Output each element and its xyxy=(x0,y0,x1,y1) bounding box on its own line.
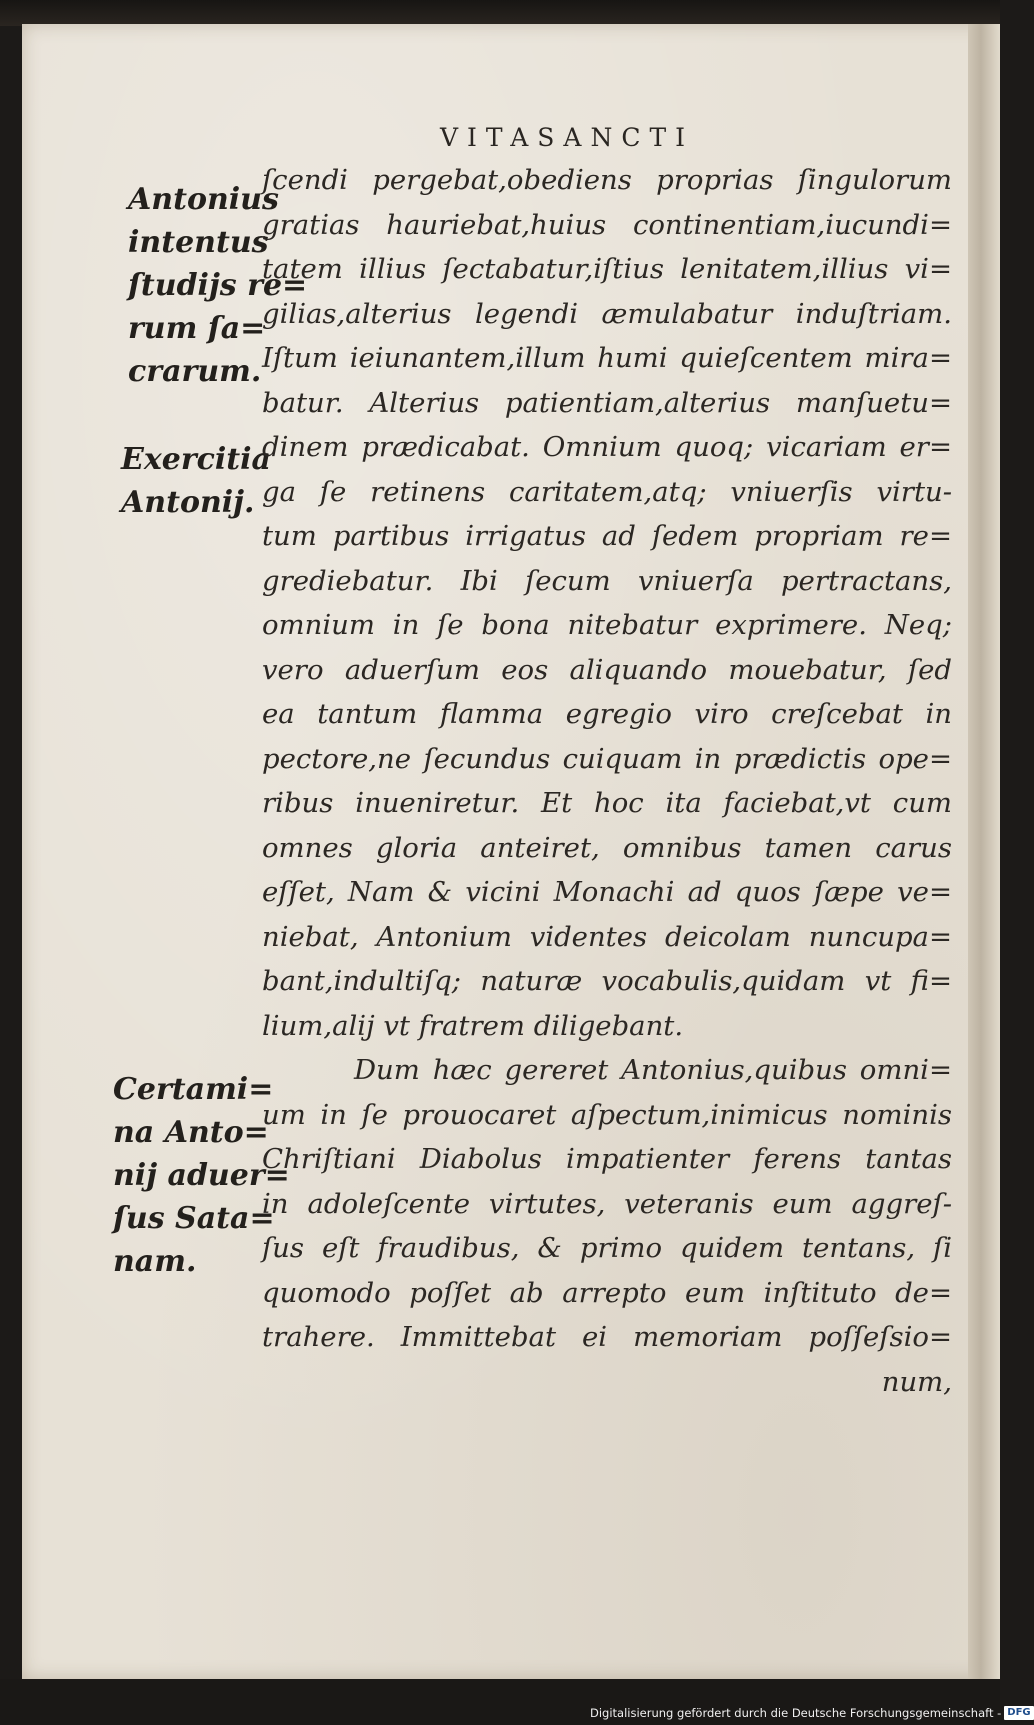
margin-note-line: intentus xyxy=(128,225,269,260)
dfg-logo: DFG xyxy=(1004,1706,1033,1720)
scan-top-edge xyxy=(0,0,1000,26)
text-line: ſus eſt fraudibus, & primo quidem tentans, ſi xyxy=(262,1232,952,1264)
margin-note-line: rum ſa= xyxy=(128,311,266,346)
main-text-block xyxy=(262,158,952,1404)
margin-note-line: nij aduer= xyxy=(113,1158,290,1193)
margin-note-line: Antonius xyxy=(128,182,279,217)
text-line: pectore,ne ſecundus cuiquam in prædictis ope= xyxy=(262,742,952,775)
margin-note-line: Exercitia xyxy=(121,442,271,477)
text-line: in adoleſcente virtutes, veteranis eum aggreſ- xyxy=(262,1187,952,1220)
text-line: trahere. Immittebat ei memoriam poſſeſsio= xyxy=(262,1321,952,1353)
footer-credit-text: Digitalisierung gefördert durch die Deutsche Forschungsgemeinschaft - xyxy=(590,1706,1002,1720)
text-line: ga ſe retinens caritatem,atq; vniuerſis virtu- xyxy=(262,475,952,508)
margin-note-line: Certami= xyxy=(113,1072,274,1107)
margin-note-line: ſtudijs re= xyxy=(128,268,308,303)
text-line: grediebatur. Ibi ſecum vniuerſa pertractans, xyxy=(262,564,952,597)
text-line: vero aduerſum eos aliquando mouebatur, ſed xyxy=(262,653,952,686)
page-fore-edge xyxy=(968,24,1000,1679)
running-head: VITASANCTI xyxy=(440,123,695,152)
text-line: ſcendi pergebat,obediens proprias ſingulorum xyxy=(262,164,952,196)
catchword: num, xyxy=(881,1365,952,1398)
text-line: eſſet, Nam & vicini Monachi ad quos ſæpe ve= xyxy=(262,876,952,908)
text-line: quomodo poſſet ab arrepto eum inſtituto de= xyxy=(262,1276,952,1309)
margin-note-line: nam. xyxy=(113,1244,197,1279)
margin-note-line: ſus Sata= xyxy=(113,1201,275,1236)
text-line: um in ſe prouocaret aſpectum,inimicus nominis xyxy=(262,1098,952,1131)
text-line: gratias hauriebat,huius continentiam,iucundi= xyxy=(262,208,952,241)
digitization-footer xyxy=(590,1706,1034,1720)
margin-note-line: Antonij. xyxy=(121,485,255,520)
text-line: dinem prædicabat. Omnium quoq; vicariam er= xyxy=(262,431,952,463)
margin-note-line: na Anto= xyxy=(113,1115,269,1150)
text-line: omnium in ſe bona nitebatur exprimere. Neq; xyxy=(262,609,952,641)
margin-note-exercitia xyxy=(121,438,271,524)
text-line: ribus inueniretur. Et hoc ita faciebat,vt cum xyxy=(262,787,952,819)
text-line: batur. Alterius patientiam,alterius manſuetu= xyxy=(262,386,952,419)
margin-note-line: crarum. xyxy=(128,354,262,389)
text-line: tum partibus irrigatus ad ſedem propriam re= xyxy=(262,520,952,552)
text-line: bant,indultiſq; naturæ vocabulis,quidam vt fi= xyxy=(262,965,952,997)
text-line: tatem illius ſectabatur,iſtius lenitatem,illius vi= xyxy=(262,253,952,285)
text-line: Iſtum ieiunantem,illum humi quieſcentem mira= xyxy=(262,342,952,374)
text-line-paragraph-start: Dum hæc gereret Antonius,quibus omni= xyxy=(354,1054,952,1086)
text-line: omnes gloria anteiret, omnibus tamen carus xyxy=(262,831,952,864)
text-line: niebat, Antonium videntes deicolam nuncupa= xyxy=(262,920,952,953)
text-line-paragraph-end: lium,alij vt fratrem diligebant. xyxy=(262,1009,684,1042)
text-line: ea tantum flamma egregio viro creſcebat in xyxy=(262,698,952,730)
text-line: gilias,alterius legendi æmulabatur induſtriam. xyxy=(262,297,952,330)
text-line: Chriſtiani Diabolus impatienter ferens tantas xyxy=(262,1143,952,1175)
